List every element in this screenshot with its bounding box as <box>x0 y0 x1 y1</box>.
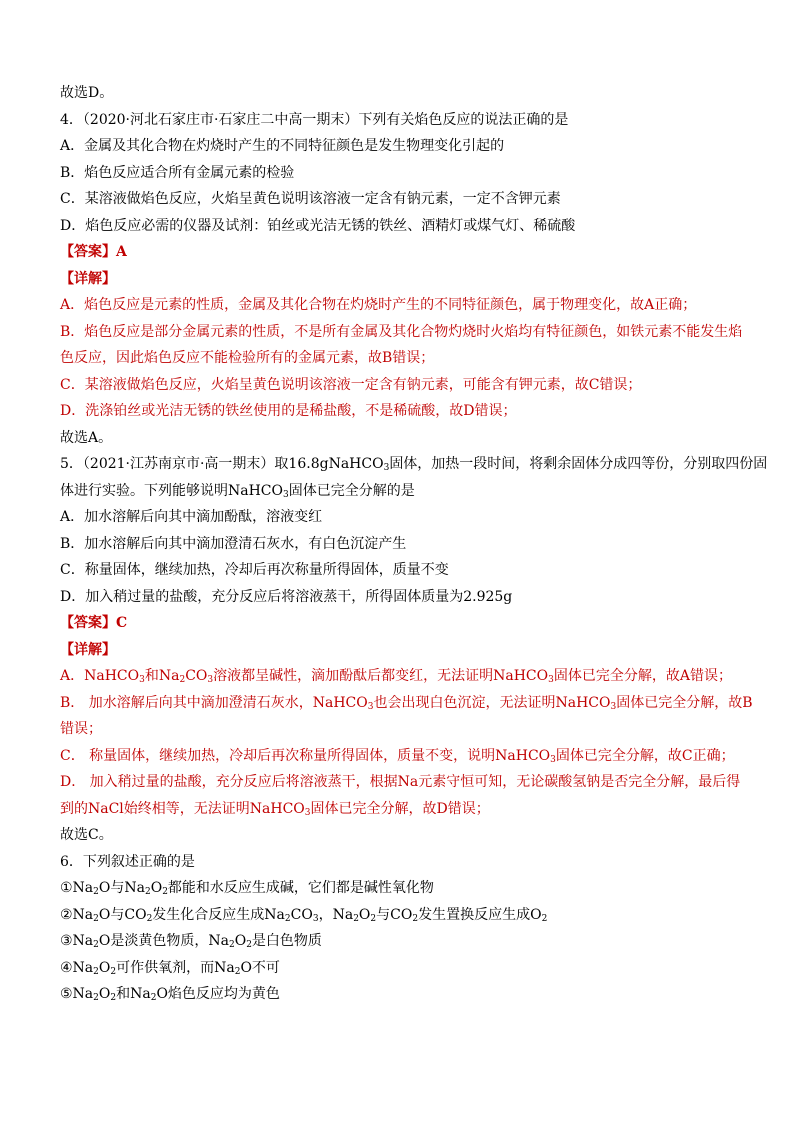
q3-conclusion: 故选D。 <box>60 85 114 101</box>
q5-detail-d2: 到的NaCl始终相等，无法证明NaHCO$_3$固体已完全分解，故D错误； <box>60 800 490 818</box>
q5-conclusion: 故选C。 <box>60 827 113 843</box>
q4-detail-label: 【详解】 <box>60 270 116 287</box>
q5-option-a: A．加水溶解后向其中滴加酚酞，溶液变红 <box>60 509 323 525</box>
q4-detail-a: A．焰色反应是元素的性质，金属及其化合物在灼烧时产生的不同特征颜色，属于物理变化，故A正确； <box>60 297 697 313</box>
q6-statement-1: $①Na_2O$与$Na_2O_2$都能和水反应生成碱，它们都是碱性氧化物 <box>60 880 434 897</box>
q4-detail-d: D．洗涤铂丝或光洁无锈的铁丝使用的是稀盐酸，不是稀硫酸，故D错误； <box>60 403 517 419</box>
q4-option-d: D．焰色反应必需的仪器及试剂：铂丝或光洁无锈的铁丝、酒精灯或煤气灯、稀硫酸 <box>60 217 576 234</box>
document-content <box>60 80 768 1008</box>
q6-statement-2: $②Na_2O$与$CO_2$发生化合反应生成$Na_2CO_3$，$Na_2O_2$与$CO_2$发生置换反应生成$O_2$ <box>60 906 548 924</box>
q5-detail-c: C． 称量固体，继续加热，冷却后再次称量所得固体，质量不变，说明NaHCO$_3$固体已完全分解，故C正确； <box>60 747 735 765</box>
q4-option-a: A．金属及其化合物在灼烧时产生的不同特征颜色是发生物理变化引起的 <box>60 138 505 154</box>
q4-detail-b1: B．焰色反应是部分金属元素的性质，不是所有金属及其化合物灼烧时火焰均有特征颜色，如铁元素不能发生焰 <box>60 323 743 340</box>
q5-stem-line2: 体进行实验。下列能够说明NaHCO$_3$固体已完全分解的是 <box>60 482 415 500</box>
q5-option-b: B．加水溶解后向其中滴加澄清石灰水，有白色沉淀产生 <box>60 535 407 552</box>
q4-option-c: C．某溶液做焰色反应，火焰呈黄色说明该溶液一定含有钠元素，一定不含钾元素 <box>60 191 561 207</box>
q5-detail-b1: B． 加水溶解后向其中滴加澄清石灰水，NaHCO$_3$也会出现白色沉淀，无法证明NaHCO$_3$固体已完全分解，故B <box>60 694 753 712</box>
q5-answer: 【答案】C <box>60 615 128 631</box>
q5-detail-a: A．NaHCO$_3$和$Na_2CO_3$溶液都呈碱性，滴加酚酞后都变红，无法证明NaHCO$_3$固体已完全分解，故A错误； <box>60 668 732 685</box>
q5-stem-line1: 5．（2021·江苏南京市·高一期末）取16.8gNaHCO$_3$固体，加热一段时间，将剩余固体分成四等份，分别取四份固 <box>60 456 768 473</box>
q6-statement-5: $⑤Na_2O_2$和$Na_2O$焰色反应均为黄色 <box>60 986 280 1003</box>
q4-detail-c: C．某溶液做焰色反应，火焰呈黄色说明该溶液一定含有钠元素，可能含有钾元素，故C错误； <box>60 376 642 393</box>
q5-option-c: C．称量固体，继续加热，冷却后再次称量所得固体，质量不变 <box>60 562 449 578</box>
q6-statement-3: $③Na_2O$是淡黄色物质，$Na_2O_2$是白色物质 <box>60 933 322 950</box>
q5-detail-d1: D． 加入稍过量的盐酸，充分反应后将溶液蒸干，根据Na元素守恒可知，无论碳酸氢钠是否完全分解，最后得 <box>60 774 741 790</box>
q6-stem: 6．下列叙述正确的是 <box>60 853 195 870</box>
q5-detail-b2: 错误； <box>60 721 102 737</box>
q5-option-d: D．加入稍过量的盐酸，充分反应后将溶液蒸干，所得固体质量为2.925g <box>60 588 513 605</box>
q4-option-b: B．焰色反应适合所有金属元素的检验 <box>60 164 295 181</box>
q6-statement-4: $④Na_2O_2$可作供氧剂，而$Na_2O$不可 <box>60 959 280 977</box>
q4-conclusion: 故选A。 <box>60 429 113 446</box>
q4-stem: 4．（2020·河北石家庄市·石家庄二中高一期末）下列有关焰色反应的说法正确的是 <box>60 111 569 128</box>
q4-detail-b2: 色反应，因此焰色反应不能检验所有的金属元素，故B错误； <box>60 350 435 366</box>
q5-detail-label: 【详解】 <box>60 641 116 658</box>
q4-answer: 【答案】A <box>60 244 127 260</box>
